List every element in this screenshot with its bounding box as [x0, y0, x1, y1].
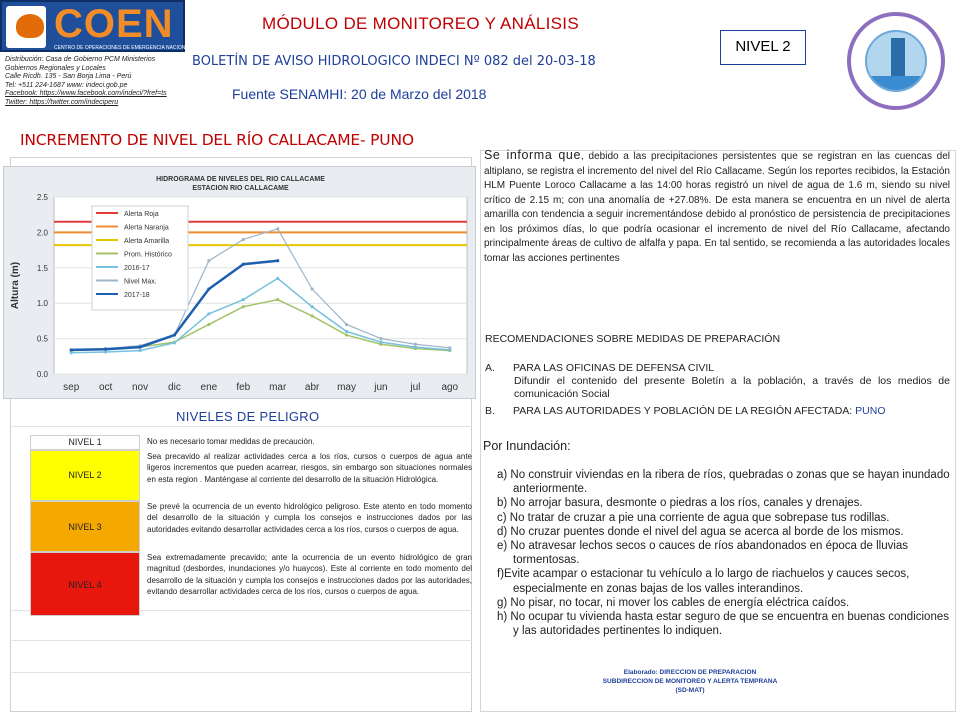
logo-text: COEN [54, 2, 174, 46]
series-point [207, 323, 210, 326]
x-tick-label: jun [374, 382, 388, 393]
x-tick-label: mar [269, 382, 287, 393]
distribution-block [5, 56, 190, 108]
divider [12, 672, 472, 673]
flood-item: g) No pisar, no tocar, ni mover los cables de energía eléctrica caídos. [497, 596, 850, 609]
series-point [345, 333, 348, 336]
x-tick-label: ene [200, 382, 218, 393]
series-point [414, 343, 417, 346]
level-2-label: NIVEL 2 [68, 470, 102, 480]
flood-list [497, 468, 952, 638]
distribution-line: Distribución: Casa de Gobierno PCM Ministerios [5, 56, 156, 63]
credit-line: SUBDIRECCION DE MONITOREO Y ALERTA TEMPRANA [602, 678, 778, 685]
y-tick-label: 1.0 [36, 299, 48, 309]
series-point [448, 346, 451, 349]
series-point [276, 277, 279, 280]
series-point [173, 333, 176, 336]
x-tick-label: ago [441, 382, 459, 393]
distribution-line: Calle Ricdh. 135 - San Borja Lima - Perú [5, 73, 132, 81]
series-point [311, 314, 314, 317]
y-tick-label: 2.0 [36, 228, 48, 238]
rec-a-heading: PARA LAS OFICINAS DE DEFENSA CIVIL [513, 362, 715, 374]
credit-line: (SD-MAT) [675, 687, 705, 694]
report-body: , debido a las precipitaciones persistentes que se registran en las cuencas del altiplano, se registra el incremento del nivel del Río Callacame. Según los reportes recibidos, la Estación HLM Puente Loroco Callacame a las 14:00 horas registró un nivel de agua de 1.6 m, siendo su nivel crítico de 2.15 m; con una anomalía de +27.08%. De esta manera se encuentra en un nivel de alerta amarilla con tendencia a seguir incrementándose debido al pronóstico de persistencia de precipitaciones en los próximos días, lo que podría ocasionar el incremento de nivel del Río Callacame, afectando principalmente áreas de cultivo de alfalfa y papa. En tal sentido, se recomienda a las autoridades locales tomar las acciones pertinentes [484, 151, 951, 264]
series-point [379, 341, 382, 344]
danger-levels-title: NIVELES DE PELIGRO [176, 409, 320, 424]
rec-a-body: Difundir el contenido del presente Boletín a la población, a través de los medios de comunicación Social [514, 375, 950, 400]
flood-title: Por Inundación: [483, 439, 571, 453]
series-point [242, 238, 245, 241]
y-tick-label: 2.5 [36, 193, 48, 202]
facebook-link[interactable]: Facebook: https://www.facebook.com/indeci/?fref=ts [5, 90, 167, 98]
hydrograph-chart [3, 166, 476, 399]
hydrograph-svg [4, 167, 477, 400]
series-point [70, 351, 73, 354]
legend-label: Alerta Naranja [124, 224, 169, 232]
rec-a-letter: A. [485, 362, 495, 374]
series-point [311, 287, 314, 290]
y-tick-label: 0.0 [36, 370, 48, 379]
series-point [276, 298, 279, 301]
x-tick-label: nov [131, 382, 149, 393]
legend-label: 2017-18 [124, 292, 150, 299]
series-point [345, 330, 348, 333]
series-point [311, 305, 314, 308]
chart-title: HIDROGRAMA DE NIVELES DEL RIO CALLACAME [156, 176, 325, 183]
level-3-label: NIVEL 3 [68, 522, 102, 532]
recommendation-b [485, 405, 945, 418]
level-3-description: Se prevé la ocurrencia de un evento hidrológico peligroso. Este atento en todo momento del desarrollo de la situación y cumpla los consejos e instrucciones dados por las autoridades evitando desarrollar actividades cerca a los ríos, cursos o cuerpos de agua. [147, 502, 472, 534]
flood-item: f)Evite acampar o estacionar tu vehículo a lo largo de riachuelos y cauces secos, especialmente en zonas bajas de los valles interandinos. [497, 568, 910, 595]
x-tick-label: may [337, 382, 356, 393]
shield-emblem-icon [16, 14, 44, 38]
flood-item: e) No atravesar lechos secos o cauces de ríos abandonados en época de lluvias tormentosas. [497, 540, 909, 567]
series-point [242, 305, 245, 308]
legend-label: Alerta Amarilla [124, 238, 170, 245]
flood-item: b) No arrojar basura, desmonte o piedras a los ríos, canales y drenajes. [497, 497, 863, 510]
report-lead: Se informa que [484, 148, 582, 162]
series-point [70, 348, 73, 351]
chart-subtitle: ESTACION RIO CALLACAME [192, 185, 289, 192]
series-point [207, 287, 210, 290]
x-tick-label: jul [410, 382, 421, 393]
series-point [138, 345, 141, 348]
level-1-label: NIVEL 1 [68, 437, 102, 447]
level-badge: NIVEL 2 [720, 30, 806, 65]
logo-org: INDECI [8, 40, 36, 49]
credits-block [560, 668, 820, 695]
flood-item: d) No cruzar puentes donde el nivel del agua se acerca al borde de los mismos. [497, 525, 904, 538]
twitter-link[interactable]: Twitter: https://twitter.com/indeciperu [5, 98, 119, 106]
series-point [104, 348, 107, 351]
flood-item: h) No ocupar tu vivienda hasta estar seguro de que se encuentra en buenas condiciones y las autoridades pertinentes lo indiquen. [497, 611, 949, 638]
legend-label: 2016-17 [124, 265, 150, 272]
logo-subtitle: CENTRO DE OPERACIONES DE EMERGENCIA NACIONAL [54, 45, 192, 51]
level-1-description: No es necesario tomar medidas de precaución. [147, 437, 315, 446]
bulletin-title: BOLETÍN DE AVISO HIDROLOGICO INDECI Nº 082 del 20-03-18 [192, 54, 596, 69]
x-tick-label: oct [98, 382, 113, 393]
rec-b-heading: PARA LAS AUTORIDADES Y POBLACIÓN DE LA REGIÓN AFECTADA: [513, 405, 853, 417]
water-icon [867, 76, 927, 92]
level-2-description: Sea precavido al realizar actividades cerca a los ríos, cursos o cuerpos de agua ante ligeros incrementos que pueden acarrear, riesgos, sin embargo son situaciones normales en esta region . Manténgase al corriente del desarrollo de la situación Hidrológica. [147, 452, 472, 484]
x-tick-label: sep [63, 382, 80, 393]
legend-label: Alerta Roja [124, 211, 159, 218]
level-4-label: NIVEL 4 [68, 580, 102, 590]
series-point [276, 259, 279, 262]
x-tick-label: feb [236, 382, 251, 393]
institution-seal-icon [847, 12, 945, 110]
series-point [104, 350, 107, 353]
page-title: MÓDULO DE MONITOREO Y ANÁLISIS [262, 14, 579, 33]
y-tick-label: 0.5 [36, 334, 48, 344]
series-point [379, 337, 382, 340]
report-paragraph [484, 148, 950, 266]
flood-item: a) No construir viviendas en la ribera de ríos, quebradas o zonas que se hayan inundado anteriormente. [497, 469, 950, 496]
x-tick-label: abr [304, 382, 320, 393]
coen-logo [0, 0, 192, 52]
distribution-line: Gobiernos Regionales y Locales [5, 64, 106, 72]
rec-b-letter: B. [485, 405, 495, 417]
series-point [138, 349, 141, 352]
series-point [242, 298, 245, 301]
y-tick-label: 1.5 [36, 263, 48, 273]
legend-label: Prom. Histórico [124, 251, 172, 259]
credit-line: Elaborado: DIRECCION DE PREPARACION [623, 669, 757, 676]
legend-label: Nivel Max. [124, 278, 157, 286]
distribution-line: Tel: +511 224-1687 www: indeci.gob.pe [5, 81, 128, 89]
level-4-description: Sea extremadamente precavido; ante la ocurrencia de un evento hidrológico de gran magnitud (desbordes, inundaciones y/o huaycos). Este al corriente en todo momento del desarrollo de la situación y cumpla los consejos e instrucciones dados por las autoridades, evitando desarrollar actividades cerca de los ríos, cursos o cuerpos de agua. [147, 553, 472, 597]
rec-b-region: PUNO [855, 405, 886, 417]
series-point [207, 259, 210, 262]
divider [12, 640, 472, 641]
series-point [345, 323, 348, 326]
series-point [207, 312, 210, 315]
source-line: Fuente SENAMHI: 20 de Marzo del 2018 [232, 86, 487, 102]
recommendations-title: RECOMENDACIONES SOBRE MEDIDAS DE PREPARACIÓN [485, 333, 781, 345]
series-point [173, 341, 176, 344]
series-point [276, 227, 279, 230]
series-point [414, 345, 417, 348]
series-point [242, 263, 245, 266]
divider [12, 426, 472, 427]
y-axis-label: Altura (m) [10, 261, 21, 310]
x-tick-label: dic [168, 382, 181, 393]
seal-inner [865, 30, 927, 92]
section-title: INCREMENTO DE NIVEL DEL RÍO CALLACAME- PUNO [20, 131, 414, 149]
flood-item: c) No tratar de cruzar a pie una corriente de agua que sobrepase tus rodillas. [497, 511, 890, 524]
recommendation-a [485, 362, 945, 375]
